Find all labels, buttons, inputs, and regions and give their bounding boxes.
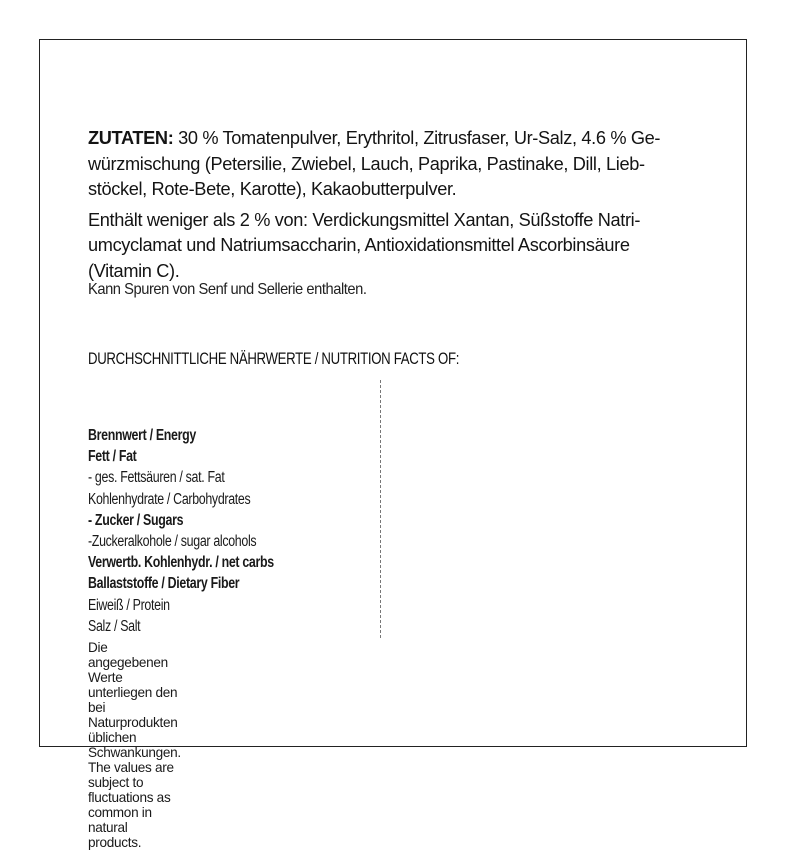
column-divider [380, 380, 381, 638]
ingredients-line-2: würzmischung (Petersilie, Zwiebel, Lauch, Paprika, Pastinake, Dill, Lieb- [88, 153, 645, 174]
additives-line-2: umcyclamat und Natriumsaccharin, Antioxidationsmittel Ascorbinsäure [88, 235, 630, 255]
nutrient-label: -Zuckeralkohole / sugar alcohols [88, 533, 257, 550]
nutrient-label: - Zucker / Sugars [88, 511, 184, 529]
nutrient-label: Verwertb. Kohlenhydr. / net carbs [88, 554, 274, 572]
ingredients-label: ZUTATEN: [88, 128, 174, 148]
ingredients-line-3: stöckel, Rote-Bete, Karotte), Kakaobutterpulver. [88, 179, 457, 199]
ingredients-line-1: 30 % Tomatenpulver, Erythritol, Zitrusfaser, Ur-Salz, 4.6 % Ge- [173, 128, 661, 148]
footnote-german: Die angegebenen Werte unterliegen den bei Naturprodukten üblichen Schwankungen. [88, 639, 181, 760]
ingredients-block [88, 126, 708, 284]
footnote-english: The values are subject to fluctuations as common in natural products. [88, 759, 174, 850]
nutrient-label: Brennwert / Energy [88, 427, 196, 444]
nutrient-label: Ballaststoffe / Dietary Fiber [88, 575, 240, 593]
nutrient-label: Fett / Fat [88, 448, 137, 466]
additives-paragraph [88, 208, 708, 285]
nutrient-label: Kohlenhydrate / Carbohydrates [88, 490, 251, 508]
nutrient-label: Salz / Salt [88, 617, 141, 635]
ingredients-paragraph [88, 126, 708, 203]
additives-line-3: (Vitamin C). [88, 260, 180, 281]
nutrition-footnote [88, 640, 181, 850]
nutrient-label: Eiweiß / Protein [88, 596, 170, 614]
nutrition-heading: DURCHSCHNITTLICHE NÄHRWERTE / NUTRITION FACTS OF: [88, 350, 460, 368]
nutrient-label: - ges. Fettsäuren / sat. Fat [88, 469, 225, 487]
allergen-note: Kann Spuren von Senf und Sellerie enthalten. [88, 281, 367, 298]
additives-line-1: Enthält weniger als 2 % von: Verdickungsmittel Xantan, Süßstoffe Natri- [88, 209, 641, 230]
